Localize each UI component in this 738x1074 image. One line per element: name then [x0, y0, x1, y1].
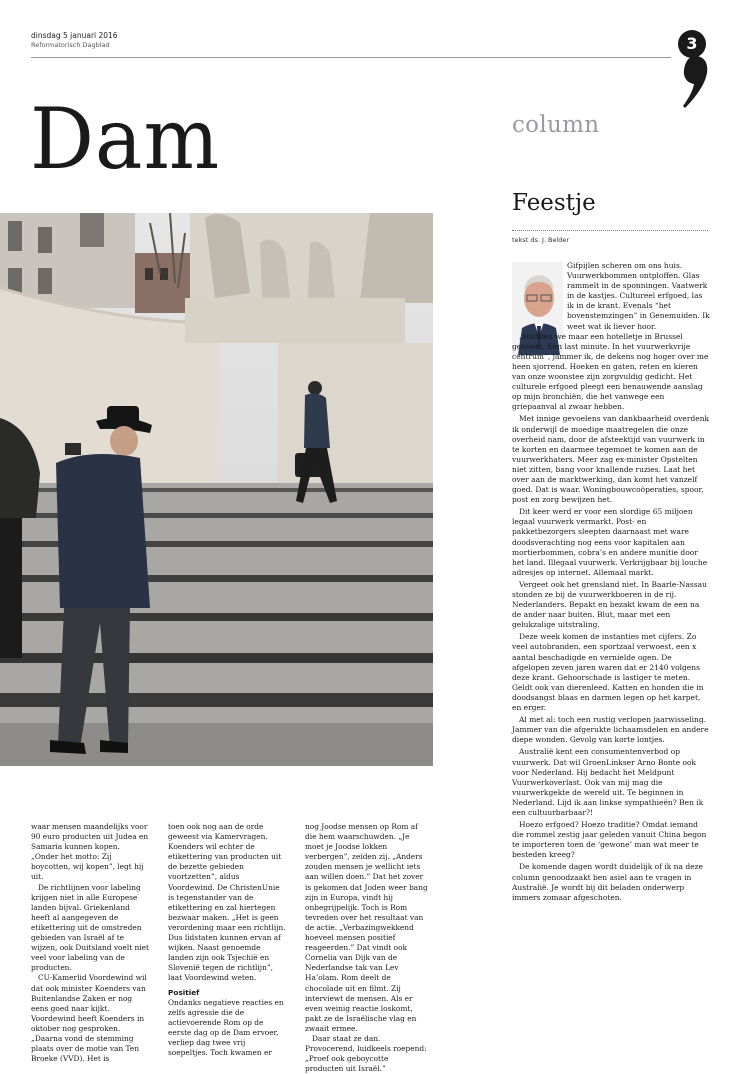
column-title: Feestje: [512, 190, 596, 216]
article-paragraph: CU-Kamerlid Voordewind wil dat ook minister Koenders van Buitenlandse Zaken er nog eens goed naar kijkt. Voordewind heeft Koenders in oktober nog gesproken. „Daarna vond de stemming plaats over de motie van Ten Broeke (VVD). Het is: [31, 973, 147, 1064]
article-subheading: Positief: [168, 987, 200, 997]
article-paragraph: toen ook nog aan de orde geweest via Kamervragen. Koenders wil echter de etikettering van producten uit de bezette gebieden voortzetten”, aldus Voordewind. De ChristenUnie is tegenstander van de etikettering en zal hiertegen bezwaar maken. „Het is geen verordening maar een richtlijn. Dus lidstaten kunnen ervan af wijken. Naast genoemde landen zijn ook Tsjechië en Slovenië tegen de richtlijn”, laat Voordewind weten.: [168, 822, 286, 983]
page-number-badge: 3: [678, 30, 706, 58]
column-paragraph: Al met al: toch een rustig verlopen jaarwisseling. Jammer van die afgerukte lichaamsdelen en andere diepe wonden. Gevolg van korte lontjes.: [512, 715, 709, 745]
column-paragraph: Hoezo erfgoed? Hoezo traditie? Omdat iemand die rommel zestig jaar geleden vanuit China begon te importeren toen de ‘gewone’ man wat meer te besteden kreeg?: [512, 820, 707, 860]
column-intro: Gifpijlen scheren om ons huis. Vuurwerkbommen ontploffen. Glas rammelt in de sponningen. Vaatwerk in de kastjes. Cultureel erfgoed, las ik in de krant. Evenals “het bovenstemzingen” in Genemuiden. Ik weet wat ik liever hoor.: [567, 261, 710, 331]
article-column-2: [168, 822, 286, 1058]
column-kicker: column: [512, 112, 600, 138]
article-paragraph: Daar staat ze dan. Provocerend, luidkeels roepend: „Proef ook geboycotte producten uit Israël.”: [305, 1033, 427, 1074]
column-paragraph: Vergeet ook het grensland niet. In Baarle-Nassau stonden ze bij de vuurwerkboeren in de rij. Nederlanders. Bepakt en bezakt kwam de een na de ander naar buiten. Blut, maar met een gelukzalige uitstraling.: [512, 579, 707, 630]
header-divider: [31, 57, 671, 58]
article-column-1: [31, 822, 149, 1064]
column-byline: tekst ds. J. Belder: [512, 236, 570, 244]
article-paragraph: waar mensen maandelijks voor 90 euro producten uit Judea en Samaria kunnen kopen. „Onder het motto: Zij boycotten, wij kopen”, legt hij uit.: [31, 822, 149, 882]
column-paragraph: Australië kent een consumentenverbod op vuurwerk. Dat wil GroenLinkser Arno Bonte ook voor Nederland. Hij bedacht het Meldpunt Vuurwerkoverlast. Ook van mij mag die vuurwerkgekte de wereld uit. Te beginnen in Nederland. Lijd ik aan linkse sympathieën? Ben ik een cultuurbarbaar?!: [512, 747, 704, 817]
column-body: [512, 261, 710, 905]
column-paragraph: Dit keer werd er voor een slordige 65 miljoen legaal vuurwerk vermarkt. Post- en pakketbezorgers sleepten daarnaast met ware doodsverachting nog eens voor kapitalen aan mortierbommen, cobra’s en andere munitie door het land. Illegaal vuurwerk. Verkrijgbaar bij louche adresjes op internet. Allemaal markt.: [512, 507, 708, 577]
comma-logo-icon: [677, 54, 713, 110]
article-column-3: [305, 822, 429, 1074]
newspaper-name: Reformatorisch Dagblad: [31, 41, 110, 49]
column-paragraph: „Hadden we maar een hotelletje in Brussel geboekt. Een last minute. In het vuurwerkvrije centrum”, jammer ik, de dekens nog hoger over me heen sjorrend. Hoeken en gaten, reten en kieren van onze woonstee zijn zorgvuldig gedicht. Het culturele erfgoed pleegt een benauwende aanslag op mijn bronchiën, die het vanwege een griepaanval al zwaar hebben.: [512, 331, 709, 412]
article-paragraph: nog Joodse mensen op Rom af die hem waarschuwden. „Je moet je Joodse lokken verbergen”, zeiden zij. „Anders zouden mensen je wellicht iets aan willen doen.” Dat het zover is gekomen dat Joden weer bang zijn in Europa, vindt hij onbegrijpelijk. Toch is Rom tevreden over het resultaat van de actie. „Verbazingwekkend hoeveel mensen positief reageerden.” Dat vindt ook Cornelia van Dijk van de Nederlandse tak van Lev Ha’olam. Rom deelt de chocolade uit en filmt. Zij interviewt de mensen. Als er even weinig reactie loskomt, pakt ze de Israëlische vlag en zwaait ermee.: [305, 822, 428, 1033]
dam-square-photo: [0, 213, 433, 766]
column-divider: [512, 230, 708, 231]
publication-date: dinsdag 5 januari 2016: [31, 31, 118, 40]
column-paragraph: De komende dagen wordt duidelijk of ik na deze column genoodzaakt ben asiel aan te vragen in Australië. Je wordt bij dit beladen onderwerp immers zomaar afgeschoten.: [512, 862, 703, 902]
article-paragraph: Ondanks negatieve reacties en zelfs agressie die de actievoerende Rom op de eerste dag op de Dam ervoer, verliep dag twee vrij soepeltjes. Toch kwamen er: [168, 997, 284, 1058]
column-paragraph: Met innige gevoelens van dankbaarheid overdenk ik onderwijl de moedige maatregelen die onze overheid nam, door de afsteektijd van vuurwerk in te korten en daarmee tegemoet te komen aan de vuurwerkhaters. Meer zag ex-minister Opstelten niet zitten, bang voor knallende ruzies. Laat het over aan de marktwerking, dan komt het vanzelf goed. Dat is waar. Woningbouwcoöperaties, spoor, post en zorg bewijzen het.: [512, 414, 710, 505]
page-headline: Dam: [30, 90, 221, 188]
dam-square-photo-icon: [0, 213, 433, 766]
column-paragraph: Deze week komen de instanties met cijfers. Zo veel autobranden, een sportzaal verwoest, een x aantal beschadigde en vernielde ogen. De afgelopen zeven jaren waren dat er 2140 volgens deze krant. Gehoorschade is lastiger te meten. Geldt ook van dierenleed. Katten en honden die in doodsangst blaas en darmen legen op het karpet, en erger.: [512, 632, 704, 713]
article-paragraph: De richtlijnen voor labeling krijgen niet in alle Europese landen bijval. Griekenland heeft al aangegeven de etikettering uit de omstreden gebieden van Israël af te wijzen, ook Duitsland voelt niet veel voor labeling van de producten.: [31, 882, 150, 973]
